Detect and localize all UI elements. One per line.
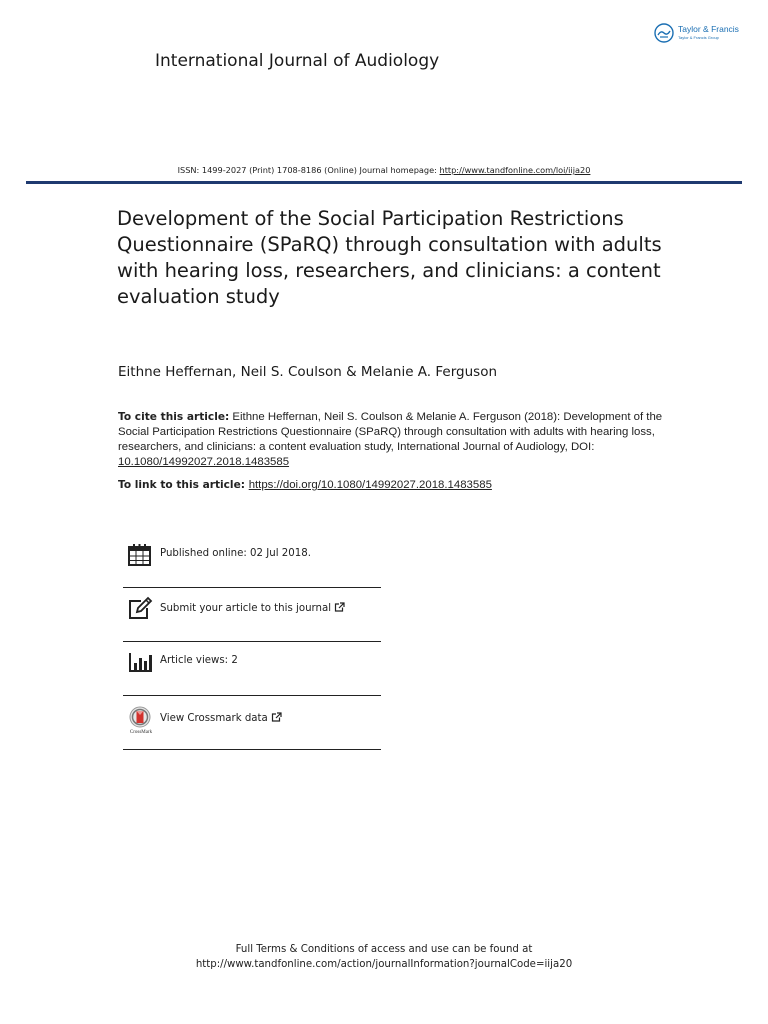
issn-text: ISSN: 1499-2027 (Print) 1708-8186 (Online) Journal homepage: [177,165,440,175]
article-link-line [118,479,492,491]
bar-chart-icon [127,649,153,675]
journal-name: International Journal of Audiology [155,51,440,71]
published-item [123,534,381,588]
article-authors: Eithne Heffernan, Neil S. Coulson & Melanie A. Ferguson [118,364,498,380]
citation-text: Eithne Heffernan, Neil S. Coulson & Melanie A. Ferguson (2018): Development of the Social Participation Restrictions Questionnaire (SPaRQ) through consultation with adults with hearing loss, researchers, and clinicians: a content evaluation study, International Journal of Audiology, DOI: [118,411,663,453]
external-link-icon [334,602,345,612]
submit-item[interactable] [123,588,381,642]
crossmark-link[interactable] [160,712,282,724]
taylor-francis-logo-icon [654,23,674,43]
crossmark-caption: CrossMark [129,730,153,735]
terms-footer [0,942,768,972]
publisher-group: Taylor & Francis Group [678,35,719,40]
journal-homepage-link[interactable]: http://www.tandfonline.com/loi/iija20 [439,165,591,175]
citation-label: To cite this article: [118,411,230,423]
calendar-icon [127,542,153,568]
article-meta-list [123,534,381,750]
crossmark-icon [127,706,153,732]
article-views: Article views: 2 [160,655,238,666]
terms-url[interactable]: http://www.tandfonline.com/action/journalInformation?journalCode=iija20 [195,959,573,970]
publisher-logo [654,20,754,48]
edit-icon [127,596,153,622]
views-item [123,642,381,696]
publisher-name: Taylor & Francis [678,24,739,34]
submit-article-link[interactable] [160,602,345,614]
published-date: Published online: 02 Jul 2018. [160,548,311,559]
article-title: Development of the Social Participation Restrictions Questionnaire (SPaRQ) through consultation with adults with hearing loss, researchers, and clinicians: a content evaluation study [117,207,662,308]
terms-line: Full Terms & Conditions of access and use can be found at [235,944,533,955]
link-label: To link to this article: [118,479,249,491]
submit-article-label: Submit your article to this journal [160,603,332,614]
article-doi-link[interactable]: https://doi.org/10.1080/14992027.2018.1483585 [248,479,492,491]
citation-block [118,410,663,470]
crossmark-item[interactable] [123,696,381,750]
header-divider [26,181,742,184]
crossmark-label: View Crossmark data [160,713,268,724]
issn-line [0,165,768,175]
citation-doi-link[interactable]: 10.1080/14992027.2018.1483585 [118,456,290,468]
external-link-icon [271,712,282,722]
